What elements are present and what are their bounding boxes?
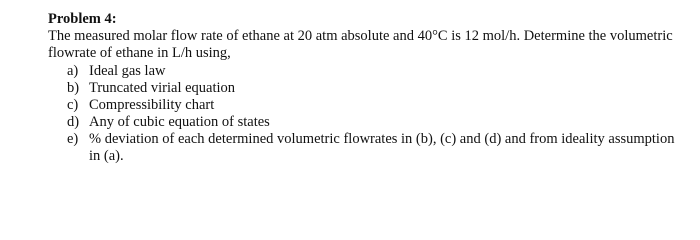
part-b	[48, 80, 688, 97]
part-text: Compressibility chart	[89, 97, 215, 113]
part-e	[48, 131, 688, 165]
part-label: d)	[67, 114, 80, 130]
part-a	[48, 63, 688, 80]
part-label: e)	[67, 131, 79, 147]
problem-parts-list	[48, 63, 688, 165]
problem-title: Problem 4:	[48, 11, 117, 27]
part-text: Ideal gas law	[89, 63, 166, 79]
part-text: % deviation of each determined volumetric flowrates in (b), (c) and (d) and from ideality assumption in (a).	[89, 131, 675, 164]
part-c	[48, 97, 688, 114]
part-text: Any of cubic equation of states	[89, 114, 270, 130]
part-label: c)	[67, 97, 79, 113]
part-d	[48, 114, 688, 131]
part-label: a)	[67, 63, 79, 79]
problem-document	[48, 11, 688, 165]
part-text: Truncated virial equation	[89, 80, 236, 96]
problem-statement: The measured molar flow rate of ethane at 20 atm absolute and 40°C is 12 mol/h. Determine the volumetric flowrate of ethane in L/h using,	[48, 28, 673, 61]
part-label: b)	[67, 80, 80, 96]
